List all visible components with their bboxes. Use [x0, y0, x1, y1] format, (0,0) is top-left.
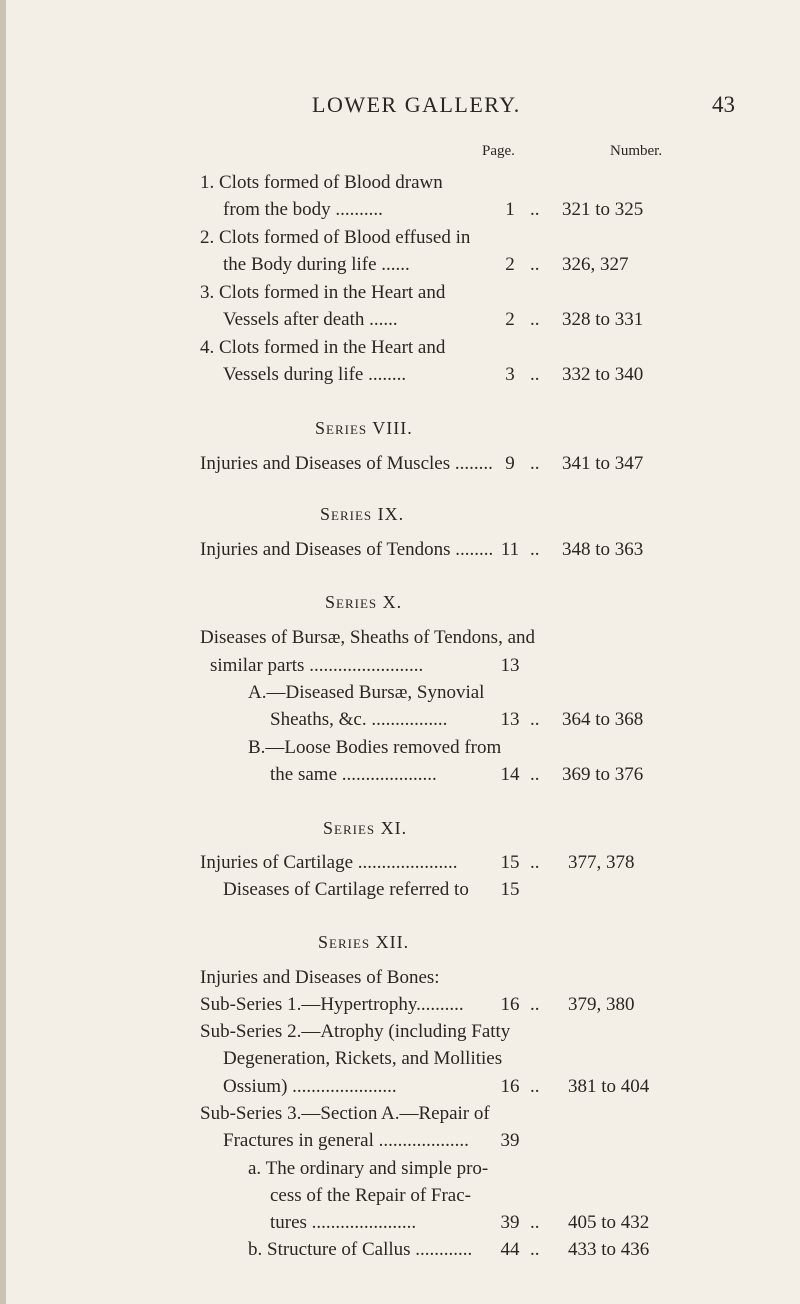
page-ref: 13 [500, 709, 520, 730]
series-xi-heading: Series XI. [323, 818, 408, 838]
number-ref: 326, 327 [562, 254, 629, 275]
page-ref: 9 [505, 453, 515, 474]
number-ref: 369 to 376 [562, 764, 644, 785]
number-column-heading: Number. [610, 143, 663, 159]
number-ref: 381 to 404 [568, 1076, 650, 1097]
number-ref: 348 to 363 [562, 539, 644, 560]
entry-2-line-1: 2. Clots formed of Blood effused in [200, 227, 471, 248]
series-x-a-line-2: Sheaths, &c. ................ 13 .. 364 to 368 [0, 707, 800, 733]
number-ref: 364 to 368 [562, 709, 644, 730]
page-ref: 39 [500, 1212, 520, 1233]
page-ref: 16 [500, 994, 520, 1015]
series-xi-diseases: Diseases of Cartilage referred to 15 [0, 877, 800, 903]
number-ref: 377, 378 [568, 852, 635, 873]
page-ref: 39 [500, 1130, 520, 1151]
series-x-main-line-2: similar parts ........................ 13 [0, 653, 800, 679]
entry-2-line-2: the Body during life ...... 2 .. 326, 327 [0, 252, 800, 278]
series-xii-a-line-2: cess of the Repair of Frac- [270, 1185, 472, 1206]
series-x-main-line-1: Diseases of Bursæ, Sheaths of Tendons, and [200, 627, 536, 648]
page-ref: 15 [500, 879, 520, 900]
page-ref: 11 [500, 539, 520, 560]
number-ref: 328 to 331 [562, 309, 644, 330]
page-number: 43 [712, 92, 735, 117]
series-xii-sub-2-line-1: Sub-Series 2.—Atrophy (including Fatty [200, 1021, 511, 1042]
series-x-b-line-2: the same .................... 14 .. 369 to 376 [0, 762, 800, 788]
series-xii-sub-3-line-2: Fractures in general ................... 39 [0, 1128, 800, 1154]
page-ref: 15 [500, 852, 520, 873]
series-xii-sub-2-line-2: Degeneration, Rickets, and Mollities [223, 1048, 503, 1069]
entry-1-line-1: 1. Clots formed of Blood drawn [200, 172, 443, 193]
number-ref: 379, 380 [568, 994, 635, 1015]
series-ix-heading: Series IX. [320, 504, 405, 524]
series-xii-b: b. Structure of Callus ............ 44 .. 433 to 436 [0, 1237, 800, 1263]
series-ix-entry: Injuries and Diseases of Tendons ........ 11 .. 348 to 363 [0, 537, 800, 563]
entry-1-line-2: from the body .......... 1 .. 321 to 325 [0, 197, 800, 223]
number-ref: 433 to 436 [568, 1239, 650, 1260]
series-xii-sub-3-line-1: Sub-Series 3.—Section A.—Repair of [200, 1103, 490, 1124]
page-ref: 44 [500, 1239, 520, 1260]
entry-3-line-1: 3. Clots formed in the Heart and [200, 282, 446, 303]
running-head: LOWER GALLERY. [312, 92, 521, 117]
series-xii-heading: Series XII. [318, 932, 410, 952]
number-ref: 405 to 432 [568, 1212, 650, 1233]
series-viii-heading: Series VIII. [315, 418, 413, 438]
page-ref: 13 [500, 655, 520, 676]
series-xii-a-line-3: tures ...................... 39 .. 405 to 432 [0, 1210, 800, 1236]
series-xi-injuries: Injuries of Cartilage ..................... 15 .. 377, 378 [0, 850, 800, 876]
series-viii-entry: Injuries and Diseases of Muscles ........ 9 .. 341 to 347 [0, 451, 800, 477]
number-ref: 321 to 325 [562, 199, 644, 220]
page-ref: 2 [505, 254, 515, 275]
entry-4-line-2: Vessels during life ........ 3 .. 332 to 340 [0, 362, 800, 388]
page-ref: 3 [505, 364, 515, 385]
page-ref: 16 [500, 1076, 520, 1097]
page-column-heading: Page. [482, 143, 515, 159]
number-ref: 332 to 340 [562, 364, 644, 385]
series-xii-intro: Injuries and Diseases of Bones: [200, 967, 440, 988]
page-ref: 2 [505, 309, 515, 330]
series-xii-sub-2-line-3: Ossium) ...................... 16 .. 381 to 404 [0, 1074, 800, 1100]
series-x-b-line-1: B.—Loose Bodies removed from [248, 737, 502, 758]
number-ref: 341 to 347 [562, 453, 644, 474]
page-ref: 14 [500, 764, 520, 785]
page-ref: 1 [505, 199, 515, 220]
series-x-heading: Series X. [325, 592, 403, 612]
entry-4-line-1: 4. Clots formed in the Heart and [200, 337, 446, 358]
series-xii-sub-1: Sub-Series 1.—Hypertrophy.......... 16 .. 379, 380 [0, 992, 800, 1018]
entry-3-line-2: Vessels after death ...... 2 .. 328 to 331 [0, 307, 800, 333]
series-xii-a-line-1: a. The ordinary and simple pro- [248, 1158, 489, 1179]
series-x-a-line-1: A.—Diseased Bursæ, Synovial [248, 682, 485, 703]
